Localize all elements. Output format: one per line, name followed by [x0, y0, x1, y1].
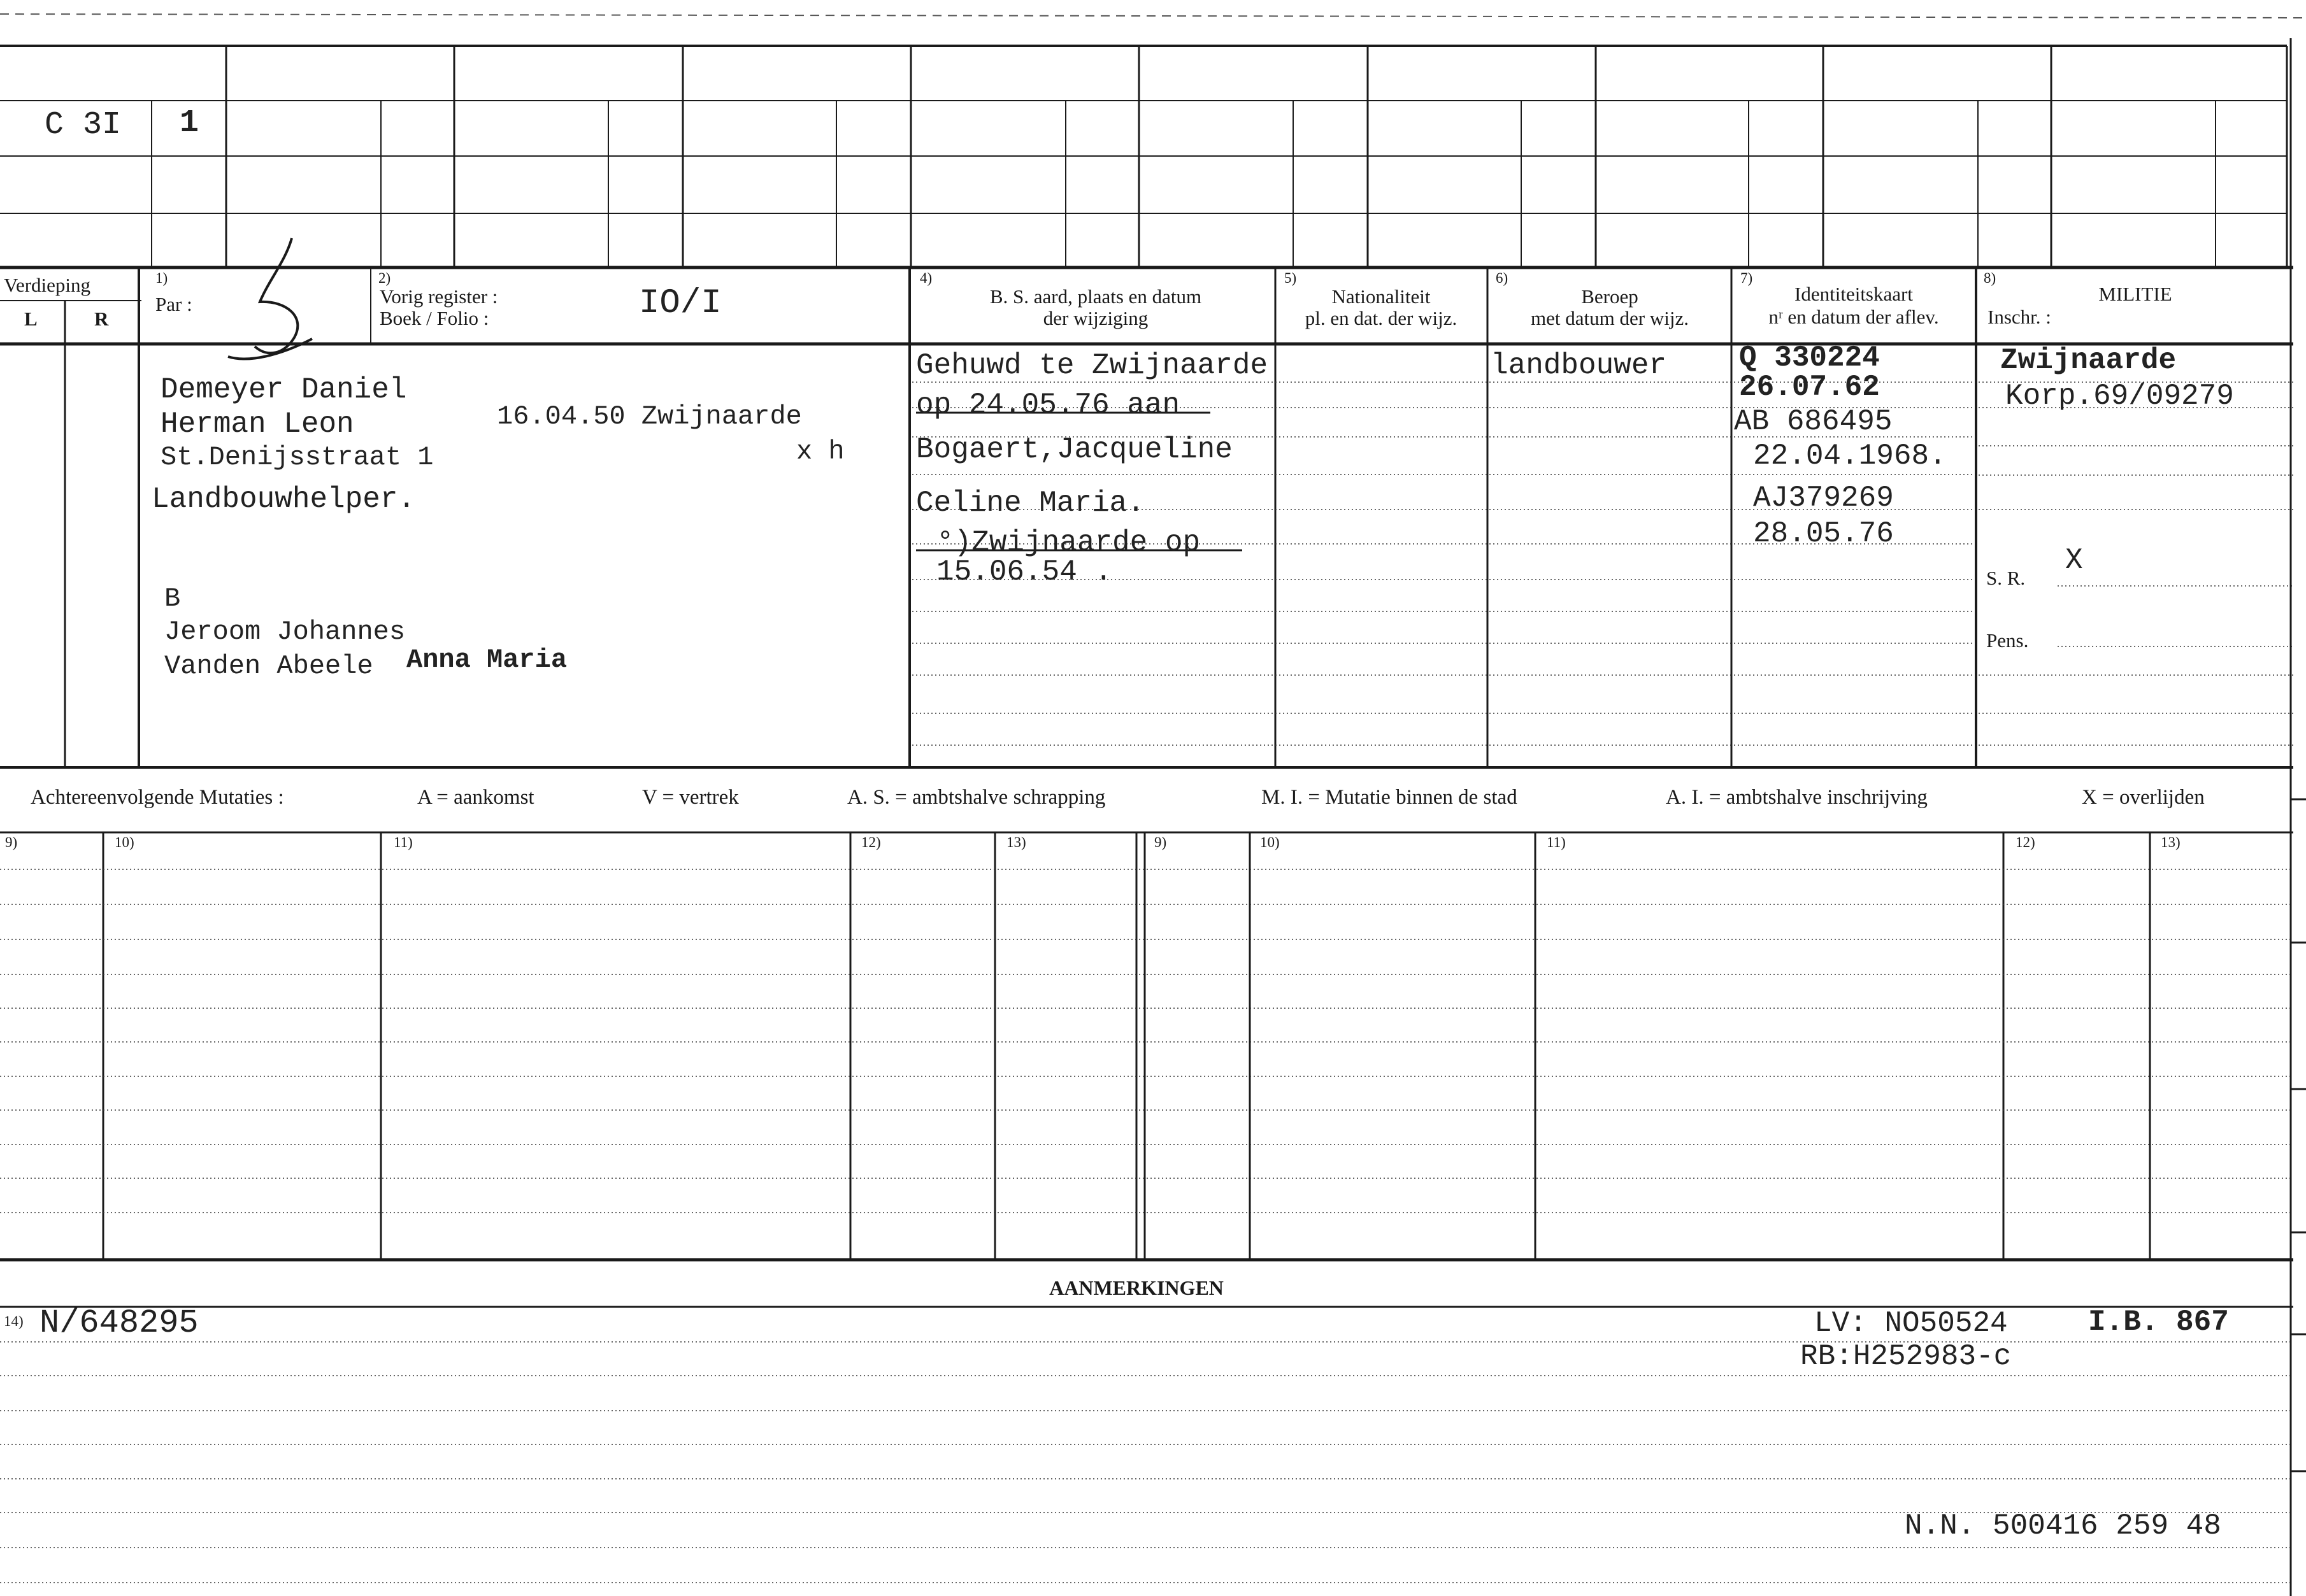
civil-status-line6: 15.06.54 .: [936, 555, 1113, 588]
legend-ambtshalve-schrapping: A. S. = ambtshalve schrapping: [847, 786, 1106, 809]
bs-header-line1: B. S. aard, plaats en datum: [989, 285, 1202, 308]
sr-value: X: [2065, 544, 2083, 577]
remarks-rb: RB:H252983-c: [1800, 1340, 2012, 1373]
nationality-header-line2: pl. en dat. der wijz.: [1305, 307, 1457, 329]
col8-number: 8): [1984, 270, 1996, 286]
civil-status-line3: Bogaert,Jacqueline: [916, 433, 1233, 466]
col1-number: 1): [155, 270, 168, 286]
number-cell: 1: [180, 105, 199, 141]
mutation-col-12b: 12): [2016, 834, 2035, 850]
mutation-col-12: 12): [861, 834, 881, 850]
verdieping-right: R: [94, 308, 109, 330]
mutation-col-10b: 10): [1260, 834, 1280, 850]
legend-ambtshalve-inschrijving: A. I. = ambtshalve inschrijving: [1666, 786, 1928, 809]
person-occupation: Landbouwhelper.: [152, 483, 416, 516]
nationality-header-line1: Nationaliteit: [1331, 285, 1431, 308]
mutation-col-10: 10): [115, 834, 134, 850]
civil-status-line2: op 24.05.76 aan: [916, 388, 1180, 422]
remarks-lv: LV: NO50524: [1814, 1307, 2008, 1340]
mutation-col-11b: 11): [1547, 834, 1566, 850]
profession-value: landbouwer: [1491, 349, 1667, 382]
identity-header-line1: Identiteitskaart: [1794, 283, 1913, 305]
bs-header-line2: der wijziging: [1043, 307, 1149, 329]
remarks-title: AANMERKINGEN: [1049, 1276, 1224, 1299]
par-label: Par :: [155, 293, 192, 315]
person-surname: Demeyer Daniel: [161, 373, 407, 406]
mutation-col-13: 13): [1006, 834, 1026, 850]
identity-date-2: 22.04.1968.: [1753, 439, 1947, 473]
father-name: Jeroom Johannes: [164, 616, 406, 647]
street-address: St.Denijsstraat 1: [161, 442, 434, 473]
identity-card-3: AJ379269: [1753, 481, 1894, 515]
household-mark: x h: [796, 436, 845, 467]
col7-number: 7): [1740, 270, 1753, 286]
remarks-reference: N/648295: [39, 1304, 199, 1342]
national-number: N.N. 500416 259 48: [1905, 1509, 2221, 1543]
vorig-register-label: Vorig register :: [380, 285, 498, 308]
civil-status-line4: Celine Maria.: [916, 487, 1145, 520]
verdieping-label: Verdieping: [4, 274, 91, 296]
mother-first-names: Anna Maria: [406, 645, 568, 675]
legend-aankomst: A = aankomst: [417, 786, 534, 809]
person-first-names: Herman Leon: [161, 408, 354, 441]
boek-folio-value: IO/I: [639, 284, 722, 323]
legend-mutatie-binnen-stad: M. I. = Mutatie binnen de stad: [1261, 786, 1517, 809]
militia-header: MILITIE: [2098, 283, 2172, 305]
col5-number: 5): [1284, 270, 1297, 286]
legend-vertrek: V = vertrek: [642, 786, 739, 809]
profession-header-line1: Beroep: [1581, 285, 1638, 308]
legend-overlijden: X = overlijden: [2082, 786, 2205, 809]
identity-date-3: 28.05.76: [1753, 517, 1894, 550]
verdieping-left: L: [24, 308, 38, 330]
identity-card-1: Q 330224: [1739, 341, 1880, 374]
mother-surname: Vanden Abeele: [164, 651, 373, 681]
remarks-ib: I.B. 867: [2088, 1306, 2229, 1339]
boek-folio-label: Boek / Folio :: [380, 307, 489, 329]
signature-scribble: [217, 236, 382, 388]
militia-korps: Korp.69/09279: [2005, 380, 2234, 413]
person-letter: B: [164, 583, 181, 614]
pens-label: Pens.: [1986, 629, 2029, 652]
identity-card-2: AB 686495: [1734, 405, 1893, 438]
identity-header-line2: nʳ en datum der aflev.: [1768, 306, 1939, 328]
col2-number: 2): [378, 270, 391, 286]
col6-number: 6): [1496, 270, 1508, 286]
mutation-col-13b: 13): [2161, 834, 2181, 850]
civil-status-line5: °)Zwijnaarde op: [936, 526, 1201, 559]
mutation-col-9: 9): [5, 834, 18, 850]
inschr-label: Inschr. :: [1987, 306, 2051, 328]
mutations-title: Achtereenvolgende Mutaties :: [31, 786, 284, 809]
mutation-col-11: 11): [394, 834, 413, 850]
militia-place: Zwijnaarde: [2000, 344, 2177, 377]
civil-status-line1: Gehuwd te Zwijnaarde: [916, 349, 1268, 382]
identity-date-1: 26.07.62: [1739, 371, 1880, 404]
mutation-col-9b: 9): [1154, 834, 1167, 850]
col4-number: 4): [920, 270, 933, 286]
remarks-number: 14): [4, 1313, 24, 1329]
sr-label: S. R.: [1986, 567, 2026, 589]
profession-header-line2: met datum der wijz.: [1531, 307, 1689, 329]
code-cell: C 3I: [45, 107, 122, 143]
birth-date-place: 16.04.50 Zwijnaarde: [497, 401, 802, 432]
